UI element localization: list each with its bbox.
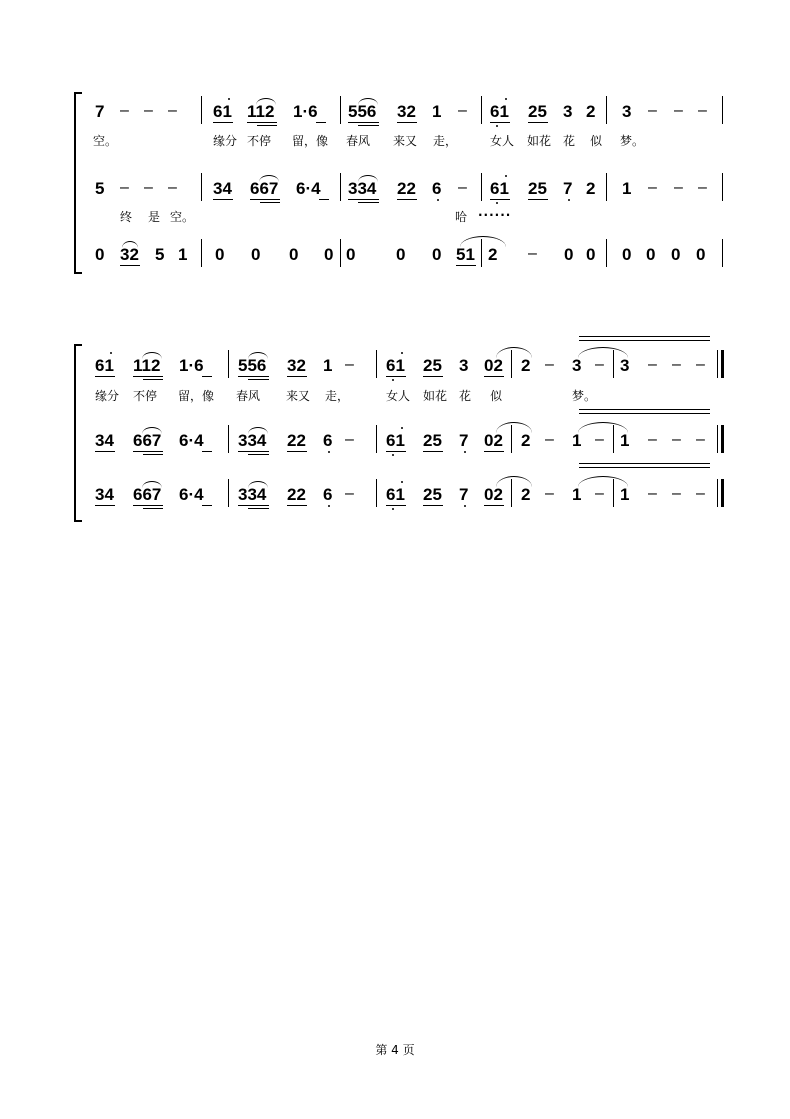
- slur: [358, 98, 378, 105]
- note: 32: [397, 102, 416, 121]
- note: –: [696, 431, 705, 448]
- lyric: 缘分: [95, 389, 120, 403]
- underline: [248, 379, 269, 380]
- underline: [484, 376, 504, 377]
- underline: [143, 379, 163, 380]
- note: 2: [521, 431, 531, 450]
- note: 0: [432, 245, 442, 264]
- note: –: [648, 179, 657, 196]
- octave-dot: [110, 352, 112, 354]
- slur: [259, 175, 279, 182]
- barline: [722, 239, 723, 267]
- underline: [143, 454, 163, 455]
- note: 334: [238, 431, 267, 450]
- note: 2: [488, 245, 498, 264]
- note: 1: [620, 431, 630, 450]
- note: –: [698, 179, 707, 196]
- note: –: [120, 179, 129, 196]
- note: 61: [386, 485, 405, 504]
- underline: [238, 505, 269, 506]
- note: –: [345, 431, 354, 448]
- note: 1·6: [293, 102, 318, 121]
- note: 5: [155, 245, 165, 264]
- note: –: [648, 431, 657, 448]
- underline: [423, 451, 443, 452]
- underline: [95, 451, 115, 452]
- note: 556: [348, 102, 377, 121]
- note: –: [696, 356, 705, 373]
- page-number: 第 4 页: [375, 1043, 415, 1057]
- octave-dot: [568, 199, 570, 201]
- underline: [213, 122, 233, 123]
- barline: [481, 173, 482, 201]
- note: 7: [459, 431, 469, 450]
- underline: [316, 122, 326, 123]
- note: –: [345, 356, 354, 373]
- barline: [722, 173, 723, 201]
- note: 6·4: [179, 431, 204, 450]
- note: 0: [346, 245, 356, 264]
- barline: [376, 350, 377, 378]
- underline: [287, 505, 307, 506]
- barline: [511, 350, 512, 378]
- note: 6·4: [179, 485, 204, 504]
- note: –: [458, 102, 467, 119]
- note: 02: [484, 356, 503, 375]
- note: 0: [622, 245, 632, 264]
- octave-dot: [437, 199, 439, 201]
- final-barline: [721, 479, 724, 507]
- underline: [456, 265, 476, 266]
- slur: [142, 427, 162, 434]
- underline: [386, 376, 406, 377]
- octave-dot: [464, 505, 466, 507]
- lyric: ······: [478, 208, 512, 222]
- note: 25: [423, 356, 442, 375]
- barline: [228, 425, 229, 453]
- hairpin: [579, 340, 710, 341]
- octave-dot: [401, 427, 403, 429]
- lyric: 女人: [490, 134, 515, 148]
- octave-dot: [392, 379, 394, 381]
- note: 02: [484, 431, 503, 450]
- hairpin: [579, 413, 710, 414]
- underline: [247, 122, 277, 123]
- underline: [397, 122, 417, 123]
- barline: [606, 173, 607, 201]
- note: 2: [521, 356, 531, 375]
- barline: [340, 173, 341, 201]
- note: 6·4: [296, 179, 321, 198]
- note: 32: [120, 245, 139, 264]
- lyric: 哈: [455, 210, 468, 224]
- note: 0: [289, 245, 299, 264]
- note: –: [674, 179, 683, 196]
- octave-dot: [505, 175, 507, 177]
- barline: [613, 479, 614, 507]
- note: –: [458, 179, 467, 196]
- note: 34: [213, 179, 232, 198]
- underline: [257, 125, 277, 126]
- lyric: 春风: [236, 389, 261, 403]
- note: 112: [133, 356, 161, 375]
- slur: [460, 236, 506, 247]
- barline: [722, 96, 723, 124]
- barline: [613, 425, 614, 453]
- underline: [120, 265, 140, 266]
- note: 6: [323, 485, 333, 504]
- underline: [95, 505, 115, 506]
- underline: [423, 376, 443, 377]
- note: –: [595, 356, 604, 373]
- lyric: 来又: [393, 134, 418, 148]
- note: 667: [133, 485, 162, 504]
- note: 34: [95, 485, 114, 504]
- note: –: [345, 485, 354, 502]
- underline: [202, 505, 212, 506]
- barline: [201, 96, 202, 124]
- note: 3: [459, 356, 469, 375]
- lyric: 春风: [346, 134, 371, 148]
- slur: [248, 352, 268, 359]
- underline: [238, 376, 269, 377]
- barline: [511, 479, 512, 507]
- lyric: 梦。: [572, 389, 597, 403]
- underline: [348, 199, 379, 200]
- note: 2: [586, 179, 596, 198]
- underline: [248, 508, 269, 509]
- note: 0: [396, 245, 406, 264]
- note: 32: [287, 356, 306, 375]
- note: 3: [563, 102, 573, 121]
- note: 0: [324, 245, 334, 264]
- slur: [248, 427, 268, 434]
- underline: [95, 376, 115, 377]
- underline: [260, 202, 280, 203]
- note: 25: [528, 102, 547, 121]
- note: 112: [247, 102, 275, 121]
- note: 22: [287, 431, 306, 450]
- system-bracket: [74, 92, 82, 274]
- note: 1: [432, 102, 442, 121]
- note: 1: [622, 179, 632, 198]
- underline: [202, 376, 212, 377]
- octave-dot: [496, 202, 498, 204]
- underline: [202, 451, 212, 452]
- note: 0: [671, 245, 681, 264]
- note: –: [595, 431, 604, 448]
- barline: [606, 239, 607, 267]
- note: 3: [620, 356, 630, 375]
- note: 61: [386, 356, 405, 375]
- note: 1: [572, 485, 582, 504]
- note: 0: [215, 245, 225, 264]
- barline: [376, 425, 377, 453]
- note: 3: [622, 102, 632, 121]
- lyric: 如花: [423, 389, 448, 403]
- note: 334: [348, 179, 377, 198]
- final-barline: [721, 425, 724, 453]
- note: 1·6: [179, 356, 204, 375]
- slur: [122, 241, 138, 248]
- underline: [319, 199, 329, 200]
- note: 2: [521, 485, 531, 504]
- lyric: 走，: [325, 389, 350, 403]
- underline: [238, 451, 269, 452]
- hairpin: [579, 336, 710, 337]
- note: –: [674, 102, 683, 119]
- octave-dot: [496, 125, 498, 127]
- barline: [340, 239, 341, 267]
- note: –: [528, 245, 537, 262]
- barline: [717, 479, 718, 507]
- underline: [528, 122, 548, 123]
- underline: [287, 451, 307, 452]
- note: –: [545, 356, 554, 373]
- underline: [397, 199, 417, 200]
- note: –: [696, 485, 705, 502]
- note: 556: [238, 356, 267, 375]
- note: 61: [490, 102, 509, 121]
- underline: [133, 376, 163, 377]
- note: 3: [572, 356, 582, 375]
- underline: [423, 505, 443, 506]
- note: –: [168, 179, 177, 196]
- note: –: [648, 102, 657, 119]
- octave-dot: [505, 98, 507, 100]
- underline: [287, 376, 307, 377]
- barline: [340, 96, 341, 124]
- note: –: [648, 485, 657, 502]
- note: –: [672, 356, 681, 373]
- underline: [386, 451, 406, 452]
- note: 25: [423, 485, 442, 504]
- underline: [358, 202, 379, 203]
- lyric: 似: [490, 389, 503, 403]
- underline: [528, 199, 548, 200]
- barline: [481, 239, 482, 267]
- lyric: 梦。: [620, 134, 645, 148]
- slur: [358, 175, 378, 182]
- slur: [142, 481, 162, 488]
- note: –: [144, 179, 153, 196]
- note: 5: [95, 179, 105, 198]
- lyric: 终: [120, 210, 133, 224]
- lyric: 花: [563, 134, 576, 148]
- note: 0: [95, 245, 105, 264]
- note: 51: [456, 245, 475, 264]
- note: 334: [238, 485, 267, 504]
- underline: [133, 451, 163, 452]
- note: 7: [563, 179, 573, 198]
- note: 22: [287, 485, 306, 504]
- lyric: 似: [590, 134, 603, 148]
- barline: [511, 425, 512, 453]
- underline: [484, 505, 504, 506]
- barline: [606, 96, 607, 124]
- lyric: 女人: [386, 389, 411, 403]
- lyric: 留，像: [178, 389, 215, 403]
- underline: [213, 199, 233, 200]
- barline: [613, 350, 614, 378]
- octave-dot: [401, 352, 403, 354]
- note: 02: [484, 485, 503, 504]
- system-bracket: [74, 344, 82, 522]
- note: –: [144, 102, 153, 119]
- note: 0: [696, 245, 706, 264]
- lyric: 花: [459, 389, 472, 403]
- note: 0: [646, 245, 656, 264]
- note: –: [545, 485, 554, 502]
- hairpin: [579, 463, 710, 464]
- lyric: 空。: [170, 210, 195, 224]
- note: 1: [572, 431, 582, 450]
- note: –: [672, 485, 681, 502]
- note: 61: [95, 356, 114, 375]
- lyric: 来又: [286, 389, 311, 403]
- lyric: 走，: [433, 134, 458, 148]
- barline: [201, 173, 202, 201]
- octave-dot: [328, 505, 330, 507]
- lyric: 空。: [93, 134, 118, 148]
- note: 667: [133, 431, 162, 450]
- barline: [717, 350, 718, 378]
- lyric: 留，像: [292, 134, 329, 148]
- slur: [248, 481, 268, 488]
- note: –: [120, 102, 129, 119]
- octave-dot: [228, 98, 230, 100]
- note: 0: [564, 245, 574, 264]
- underline: [490, 122, 510, 123]
- note: 25: [528, 179, 547, 198]
- slur: [256, 98, 276, 105]
- octave-dot: [392, 454, 394, 456]
- barline: [481, 96, 482, 124]
- note: –: [672, 431, 681, 448]
- lyric: 缘分: [213, 134, 238, 148]
- note: 0: [251, 245, 261, 264]
- hairpin: [579, 467, 710, 468]
- note: 2: [586, 102, 596, 121]
- note: 6: [323, 431, 333, 450]
- note: 667: [250, 179, 279, 198]
- note: 34: [95, 431, 114, 450]
- underline: [358, 125, 379, 126]
- lyric: 是: [148, 210, 161, 224]
- lyric: 不停: [247, 134, 272, 148]
- underline: [386, 505, 406, 506]
- underline: [490, 199, 510, 200]
- lyric: 如花: [527, 134, 552, 148]
- note: 0: [586, 245, 596, 264]
- note: 7: [459, 485, 469, 504]
- note: 25: [423, 431, 442, 450]
- octave-dot: [392, 508, 394, 510]
- note: 22: [397, 179, 416, 198]
- barline: [228, 350, 229, 378]
- underline: [133, 505, 163, 506]
- note: 1: [323, 356, 333, 375]
- octave-dot: [464, 451, 466, 453]
- barline: [228, 479, 229, 507]
- barline: [376, 479, 377, 507]
- octave-dot: [401, 481, 403, 483]
- hairpin: [579, 409, 710, 410]
- underline: [484, 451, 504, 452]
- note: 7: [95, 102, 105, 121]
- slur: [142, 352, 162, 359]
- barline: [717, 425, 718, 453]
- underline: [143, 508, 163, 509]
- note: 1: [620, 485, 630, 504]
- lyric: 不停: [133, 389, 158, 403]
- note: –: [698, 102, 707, 119]
- final-barline: [721, 350, 724, 378]
- note: 61: [213, 102, 232, 121]
- barline: [201, 239, 202, 267]
- octave-dot: [328, 451, 330, 453]
- underline: [248, 454, 269, 455]
- note: 61: [386, 431, 405, 450]
- note: –: [545, 431, 554, 448]
- note: –: [648, 356, 657, 373]
- note: –: [168, 102, 177, 119]
- note: 6: [432, 179, 442, 198]
- note: 61: [490, 179, 509, 198]
- underline: [348, 122, 379, 123]
- note: 1: [178, 245, 188, 264]
- note: –: [595, 485, 604, 502]
- underline: [250, 199, 280, 200]
